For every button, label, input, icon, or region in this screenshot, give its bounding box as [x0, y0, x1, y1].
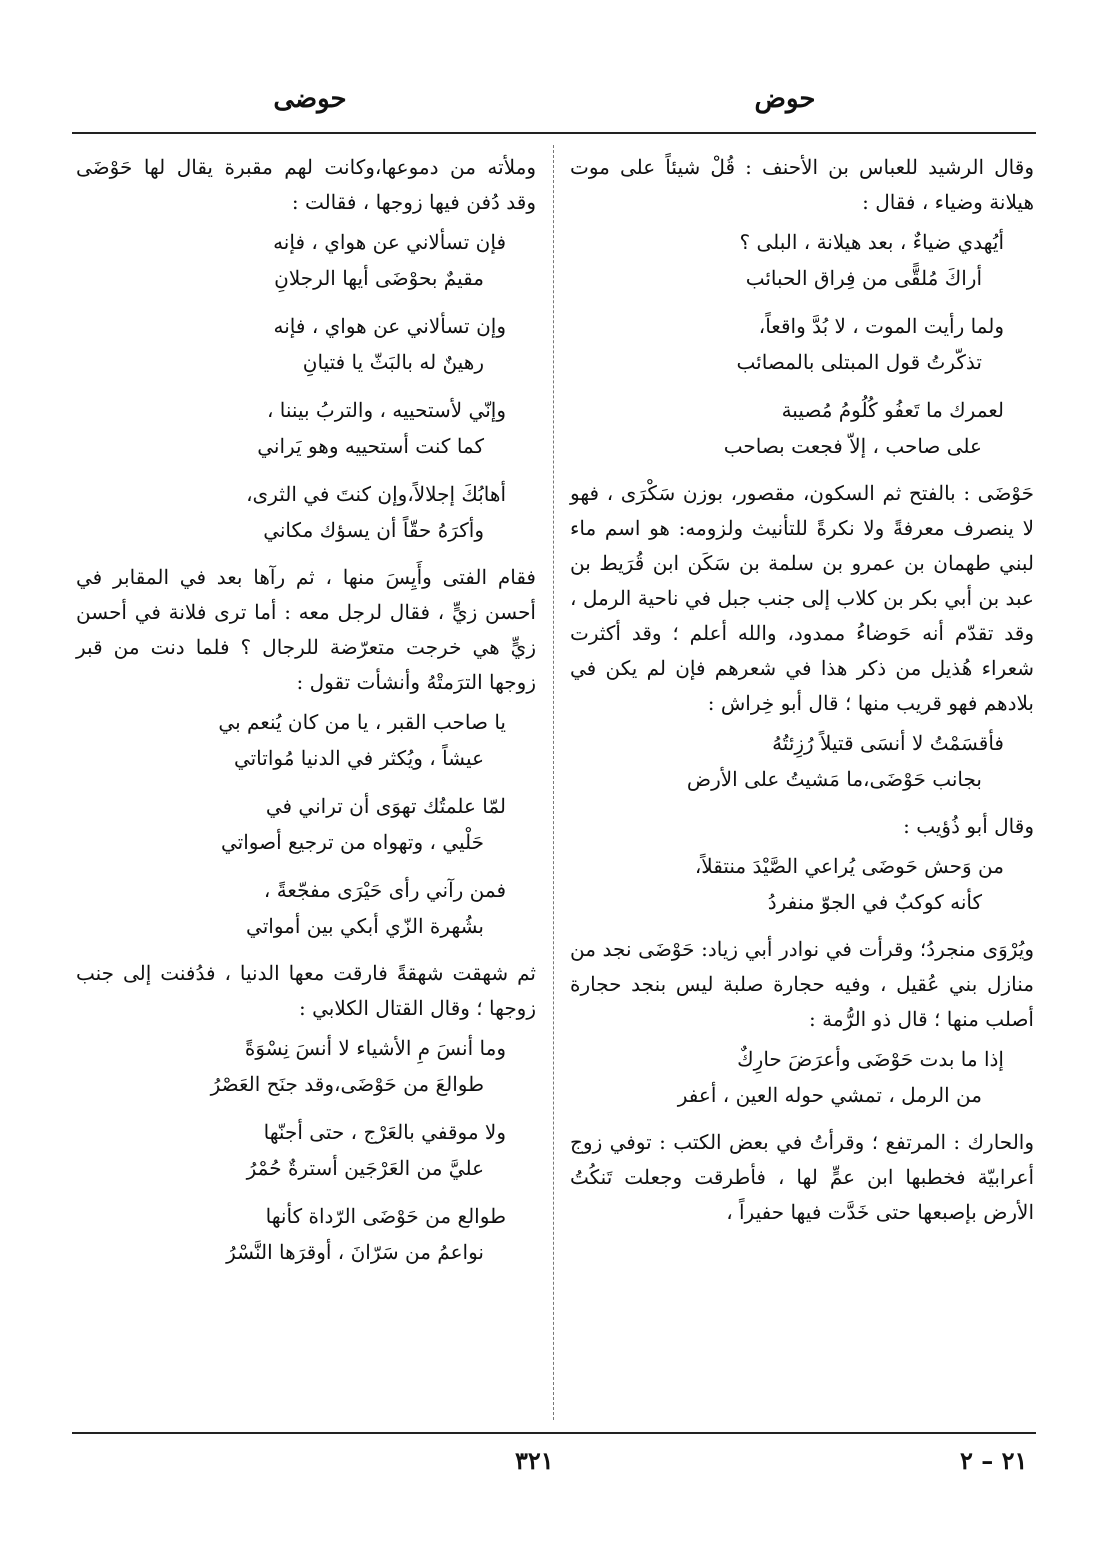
verse-first-hemistich: إذا ما بدت حَوْضَى وأعرَضَ حارِكٌ — [737, 1047, 1004, 1071]
verse-first-hemistich: يا صاحب القبر ، يا من كان يُنعم بي — [218, 710, 506, 734]
verse-second-hemistich: حَلْيي ، وتهواه من ترجيع أصواتي — [221, 830, 484, 854]
verse-couplet — [570, 392, 1034, 464]
verse-couplet — [570, 1041, 1034, 1113]
footer-rule — [72, 1432, 1036, 1434]
verse-couplet — [570, 308, 1034, 380]
verse-first-hemistich: لعمرك ما تَعفُو كُلُومُ مُصيبة — [781, 398, 1004, 422]
verse-second-hemistich: مقيمٌ بحوْضَى أيها الرجلانِ — [274, 266, 484, 290]
verse-couplet — [76, 1114, 536, 1186]
verse-second-hemistich: وأكرَهُ حقّاً أن يسؤك مكاني — [263, 518, 484, 542]
verse-second-hemistich: على صاحب ، إلاّ فجعت بصاحب — [723, 434, 982, 458]
verse-couplet — [570, 725, 1034, 797]
verse-first-hemistich: طوالع من حَوْضَى الرّداة كأنها — [265, 1204, 506, 1228]
verse-second-hemistich: بشُهرة الزّي أبكي بين أمواتي — [246, 914, 484, 938]
verse-first-hemistich: وإن تسألاني عن هواي ، فإنه — [273, 314, 506, 338]
prose-paragraph: حَوْضَى : بالفتح ثم السكون، مقصور، بوزن سَكْرَى ، فهو لا ينصرف معرفةً ولا نكرةً للتأنيث ولزومه: هو اسم ماء لبني طهمان بن عمرو بن سلمة بن سَكَن ابن قُرَيط بن عبد بن أبي بكر بن كلاب إلى جنب جبل في ناحية الرمل ، وقد تقدّم أنه حَوضاءُ ممدود، والله أعلم ؛ وقد أكثرت شعراء هُذيل من ذكر هذا في شعرهم فإن لم يكن في بلادهم فهو قريب منها ؛ قال أبو خِراش : — [570, 481, 1035, 715]
verse-first-hemistich: وما أنسَ مِ الأشياء لا أنسَ نِسْوَةً — [244, 1036, 506, 1060]
prose-paragraph: والحارك : المرتفع ؛ وقرأتُ في بعض الكتب : توفي زوج أعرابيّة فخطبها ابن عمٍّ لها ، فأطرقت وجعلت تَنكُتُ الأرض بإصبعها حتى خَدَّت فيها حفيراً ، — [570, 1130, 1034, 1224]
verse-second-hemistich: بجانب حَوْضَى،ما مَشيتُ على الأرض — [686, 767, 982, 791]
verse-second-hemistich: أراكَ مُلقًّى من فِراق الحبائب — [745, 266, 982, 290]
verse-first-hemistich: فإن تسألاني عن هواي ، فإنه — [273, 230, 506, 254]
verse-second-hemistich: نواعمُ من سَرّانَ ، أوقرَها النَّسْرُ — [226, 1240, 484, 1264]
verse-couplet — [76, 224, 536, 296]
prose-paragraph: فقام الفتى وأَيِسَ منها ، ثم رآها بعد في المقابر في أحسن زيٍّ ، فقال لرجل معه : أما ترى فلانة في أحسن زيٍّ هي خرجت متعرّضة للرجال ؟ فلما دنت من قبر زوجها الترَمتْهُ وأنشأت تقول : — [76, 565, 536, 694]
verse-first-hemistich: أهابُكَ إجلالاً،وإن كنتَ في الثرى، — [246, 482, 506, 506]
verse-second-hemistich: كما كنت أستحييه وهو يَراني — [257, 434, 484, 458]
verse-couplet — [76, 1198, 536, 1270]
header-title-right: حوض — [754, 84, 816, 114]
verse-first-hemistich: أيُهدي ضياءٌ ، بعد هيلانة ، البلى ؟ — [739, 230, 1004, 254]
signature-mark: ٢١ – ٢ — [960, 1446, 1028, 1475]
verse-second-hemistich: رهينٌ له بالبَثّ يا فتيانِ — [302, 350, 484, 374]
right-column — [570, 150, 1034, 1234]
verse-second-hemistich: تذكّرتُ قول المبتلى بالمصائب — [736, 350, 982, 374]
prose-paragraph: وقال الرشيد للعباس بن الأحنف : قُلْ شيئاً على موت هيلانة وضياء ، فقال : — [570, 155, 1034, 214]
verse-second-hemistich: طوالعَ من حَوْضَى،وقد جنَح العَصْرُ — [210, 1072, 484, 1096]
verse-couplet — [76, 476, 536, 548]
verse-couplet — [76, 788, 536, 860]
verse-first-hemistich: ولا موقفي بالعَرْج ، حتى أجنّها — [263, 1120, 506, 1144]
verse-couplet — [76, 872, 536, 944]
verse-first-hemistich: من وَحش حَوضَى يُراعي الصَّيْدَ منتقلاً، — [694, 854, 1004, 878]
prose-paragraph: ثم شهقت شهقةً فارقت معها الدنيا ، فدُفنت إلى جنب زوجها ؛ وقال القتال الكلابي : — [76, 961, 536, 1020]
page-number: ٣٢١ — [515, 1446, 554, 1475]
column-divider — [553, 145, 554, 1420]
verse-couplet — [76, 308, 536, 380]
verse-couplet — [76, 392, 536, 464]
header-rule — [72, 132, 1036, 134]
verse-couplet — [570, 224, 1034, 296]
prose-paragraph: وقال أبو ذُؤيب : — [903, 814, 1034, 838]
verse-couplet — [570, 848, 1034, 920]
verse-first-hemistich: ولما رأيت الموت ، لا بُدَّ واقعاً، — [758, 314, 1004, 338]
verse-second-hemistich: من الرمل ، تمشي حوله العين ، أعفر — [677, 1083, 982, 1107]
verse-couplet — [76, 704, 536, 776]
verse-second-hemistich: عيشاً ، ويُكثر في الدنيا مُواتاتي — [233, 746, 484, 770]
prose-paragraph: وملأته من دموعها،وكانت لهم مقبرة يقال لها حَوْضَى وقد دُفن فيها زوجها ، فقالت : — [76, 155, 536, 214]
verse-first-hemistich: لمّا علمتُك تهوَى أن تراني في — [265, 794, 506, 818]
left-column — [76, 150, 536, 1282]
verse-second-hemistich: كأنه كوكبٌ في الجوّ منفردُ — [767, 890, 982, 914]
verse-first-hemistich: فمن رآني رأى حَيْرَى مفجّعةً ، — [263, 878, 506, 902]
header-title-left: حوضى — [273, 84, 347, 114]
prose-paragraph: ويُرْوَى منجردُ؛ وقرأت في نوادر أبي زياد: حَوْضَى نجد من منازل بني عُقيل ، وفيه حجارة صلبة ليس بنجد حجارة أصلب منها ؛ قال ذو الرُّمة : — [570, 937, 1034, 1031]
verse-first-hemistich: فأقسَمْتُ لا أنسَى قتيلاً رُزِئتُهُ — [772, 731, 1004, 755]
verse-first-hemistich: وإنّي لأستحييه ، والتربُ بيننا ، — [266, 398, 506, 422]
verse-couplet — [76, 1030, 536, 1102]
verse-second-hemistich: عليَّ من العَرْجَين أسترةٌ حُمْرُ — [246, 1156, 484, 1180]
